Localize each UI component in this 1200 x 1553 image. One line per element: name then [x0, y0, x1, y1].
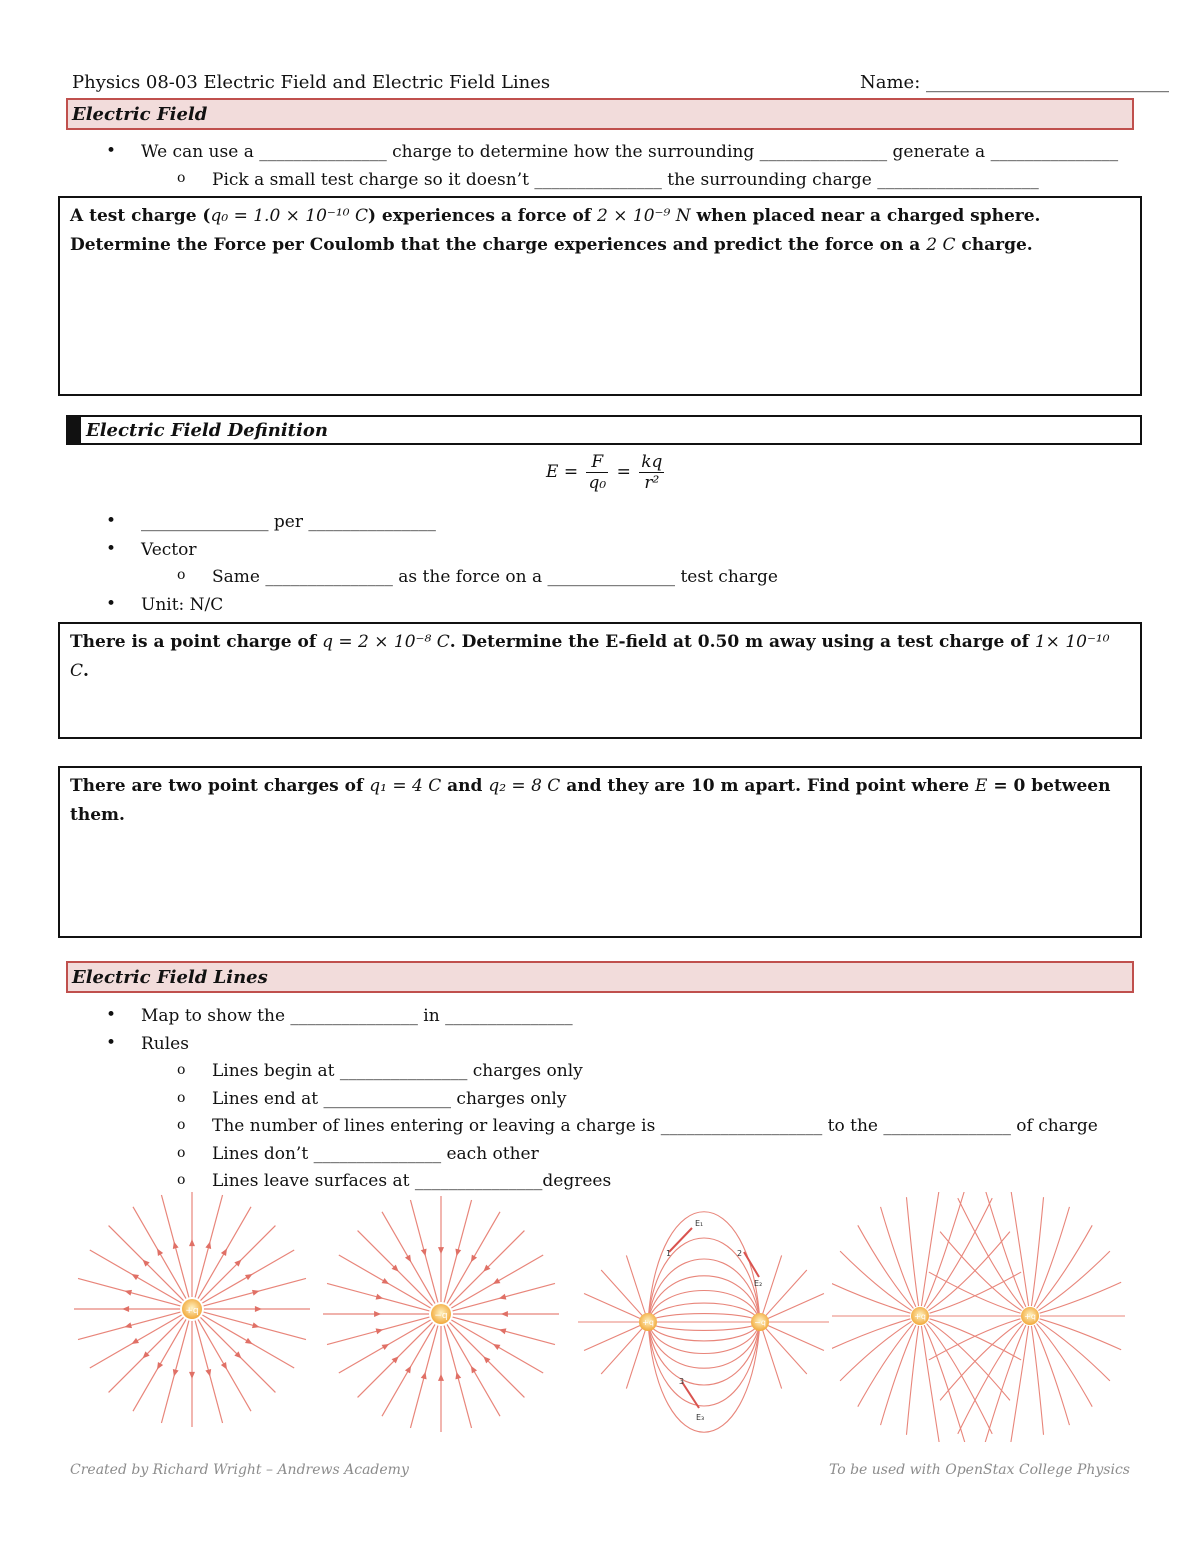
section-heading-electric-field-definition: [66, 415, 1142, 445]
charge-label: +q: [185, 1306, 199, 1316]
section-heading-text: Electric Field Definition: [86, 420, 328, 441]
field-line: [648, 1322, 760, 1354]
section-heading-electric-field-lines: [66, 961, 1134, 993]
field-arrow: [122, 1306, 129, 1312]
field-line: [584, 1322, 648, 1350]
page-title: Physics 08-03 Electric Field and Electric Field Lines: [72, 72, 551, 93]
charge-label: −q: [434, 1311, 448, 1321]
field-line: [648, 1322, 760, 1368]
sub-bullet-o: o: [177, 1117, 186, 1133]
problem-text: There is a point charge of q = 2 × 10⁻⁸ C. Determine the E-field at 0.50 m away using a test charge of 1× 10⁻¹⁰ C.: [70, 632, 1110, 681]
field-line: [648, 1303, 760, 1322]
field-line: [1040, 1319, 1122, 1350]
list-item: Unit: N/C: [141, 595, 224, 615]
vector-label: E₁: [695, 1219, 704, 1228]
field-arrow: [189, 1239, 195, 1246]
field-line: [601, 1322, 648, 1374]
field-line: [858, 1225, 914, 1308]
field-vector-arrow: [682, 1382, 699, 1408]
field-line: [921, 1326, 943, 1442]
list-item: Vector: [141, 540, 197, 560]
field-arrow: [501, 1311, 508, 1317]
bullet-dot: •: [106, 1033, 117, 1053]
sub-bullet-o: o: [177, 170, 186, 186]
problem-box-test-charge[interactable]: [58, 196, 1142, 396]
point-label: 3: [679, 1377, 685, 1386]
field-line: [626, 1322, 648, 1389]
rule-item: Lines don’t _______________ each other: [212, 1144, 539, 1164]
field-line: [929, 1319, 1021, 1360]
field-line: [648, 1322, 760, 1341]
field-line: [760, 1322, 807, 1374]
negative-charge-field-diagram: [318, 1192, 568, 1442]
field-line: [921, 1192, 943, 1306]
vector-label: E₂: [754, 1279, 763, 1288]
field-line: [626, 1255, 648, 1322]
field-line: [1037, 1225, 1093, 1308]
field-line: [832, 1282, 910, 1313]
heading-accent-bar: [68, 417, 81, 443]
field-line: [1006, 1326, 1028, 1442]
list-item: We can use a _______________ charge to determine how the surrounding _______________ generate a _______________: [141, 142, 1119, 162]
field-line: [760, 1294, 824, 1322]
field-line: [930, 1319, 1022, 1360]
footer-credit: Created by Richard Wright – Andrews Academy: [70, 1462, 409, 1478]
charge-label: +q: [1024, 1312, 1036, 1321]
list-item: Same _______________ as the force on a _______________ test charge: [212, 567, 778, 587]
positive-charge-field-diagram: [70, 1192, 320, 1442]
bullet-dot: •: [106, 141, 117, 161]
field-line: [601, 1270, 648, 1322]
sub-bullet-o: o: [177, 1172, 186, 1188]
field-arrow: [189, 1372, 195, 1379]
problem-text: A test charge (q₀ = 1.0 × 10⁻¹⁰ C) experiences a force of 2 × 10⁻⁹ N when placed near a charged sphere. Determine the Force per Coulomb that the charge experiences and predict the force on a 2 C charge.: [70, 206, 1041, 255]
sub-bullet-o: o: [177, 1090, 186, 1106]
list-item: _______________ per _______________: [141, 512, 436, 532]
field-line: [929, 1272, 1021, 1313]
field-line: [648, 1322, 760, 1330]
bullet-dot: •: [106, 511, 117, 531]
bullet-dot: •: [106, 539, 117, 559]
field-line: [648, 1314, 760, 1322]
field-line: [930, 1272, 1022, 1313]
rule-item: Lines end at _______________ charges only: [212, 1089, 567, 1109]
field-vector-arrow: [744, 1252, 759, 1277]
field-arrow: [374, 1311, 381, 1317]
charge-label: +q: [914, 1312, 926, 1321]
name-field[interactable]: Name: ___________________________: [860, 72, 1169, 93]
field-arrow: [438, 1374, 444, 1381]
vector-label: E₃: [696, 1413, 705, 1422]
charge-label: −q: [754, 1318, 766, 1327]
footer-source: To be used with OpenStax College Physics: [828, 1462, 1130, 1478]
field-line: [1040, 1282, 1122, 1313]
sub-bullet-o: o: [177, 1062, 186, 1078]
field-line: [858, 1324, 914, 1407]
rule-item: The number of lines entering or leaving a charge is ___________________ to the _______________ of charge: [212, 1116, 1098, 1136]
sub-bullet-o: o: [177, 1145, 186, 1161]
field-line: [648, 1291, 760, 1323]
section-heading-text: Electric Field Lines: [72, 967, 268, 988]
problem-box-two-charges[interactable]: [58, 766, 1142, 938]
field-line: [584, 1294, 648, 1322]
section-heading-text: Electric Field: [72, 104, 208, 125]
list-item: Rules: [141, 1034, 189, 1054]
field-line: [760, 1270, 807, 1322]
list-item: Pick a small test charge so it doesn’t _______________ the surrounding charge ___________________: [212, 170, 1039, 190]
like-charges-field-diagram: [832, 1192, 1132, 1442]
electric-field-formula: E = $\frac{F}{\text{q₀}}$ = $\frac{kq}{\text{r²}}$: [546, 452, 663, 493]
charge-label: +q: [642, 1318, 654, 1327]
bullet-dot: •: [106, 1005, 117, 1025]
field-arrow: [255, 1306, 262, 1312]
field-line: [1037, 1324, 1093, 1407]
field-line: [760, 1322, 824, 1350]
sub-bullet-o: o: [177, 567, 186, 583]
dipole-field-diagram: [574, 1192, 829, 1442]
rule-item: Lines leave surfaces at _______________degrees: [212, 1171, 612, 1191]
point-label: 2: [737, 1249, 743, 1258]
section-heading-electric-field: [66, 98, 1134, 130]
rule-item: Lines begin at _______________ charges only: [212, 1061, 583, 1081]
field-line: [832, 1319, 910, 1350]
bullet-dot: •: [106, 594, 117, 614]
field-line: [760, 1255, 782, 1322]
problem-box-point-charge[interactable]: [58, 622, 1142, 739]
point-label: 1: [666, 1249, 672, 1258]
field-line: [648, 1212, 763, 1322]
field-line: [760, 1322, 782, 1389]
problem-text: There are two point charges of q₁ = 4 C and q₂ = 8 C and they are 10 m apart. Find point where E = 0 between them.: [70, 776, 1111, 825]
field-line: [648, 1276, 763, 1322]
field-line: [1006, 1192, 1028, 1306]
list-item: Map to show the _______________ in _______________: [141, 1006, 573, 1026]
field-arrow: [438, 1247, 444, 1254]
